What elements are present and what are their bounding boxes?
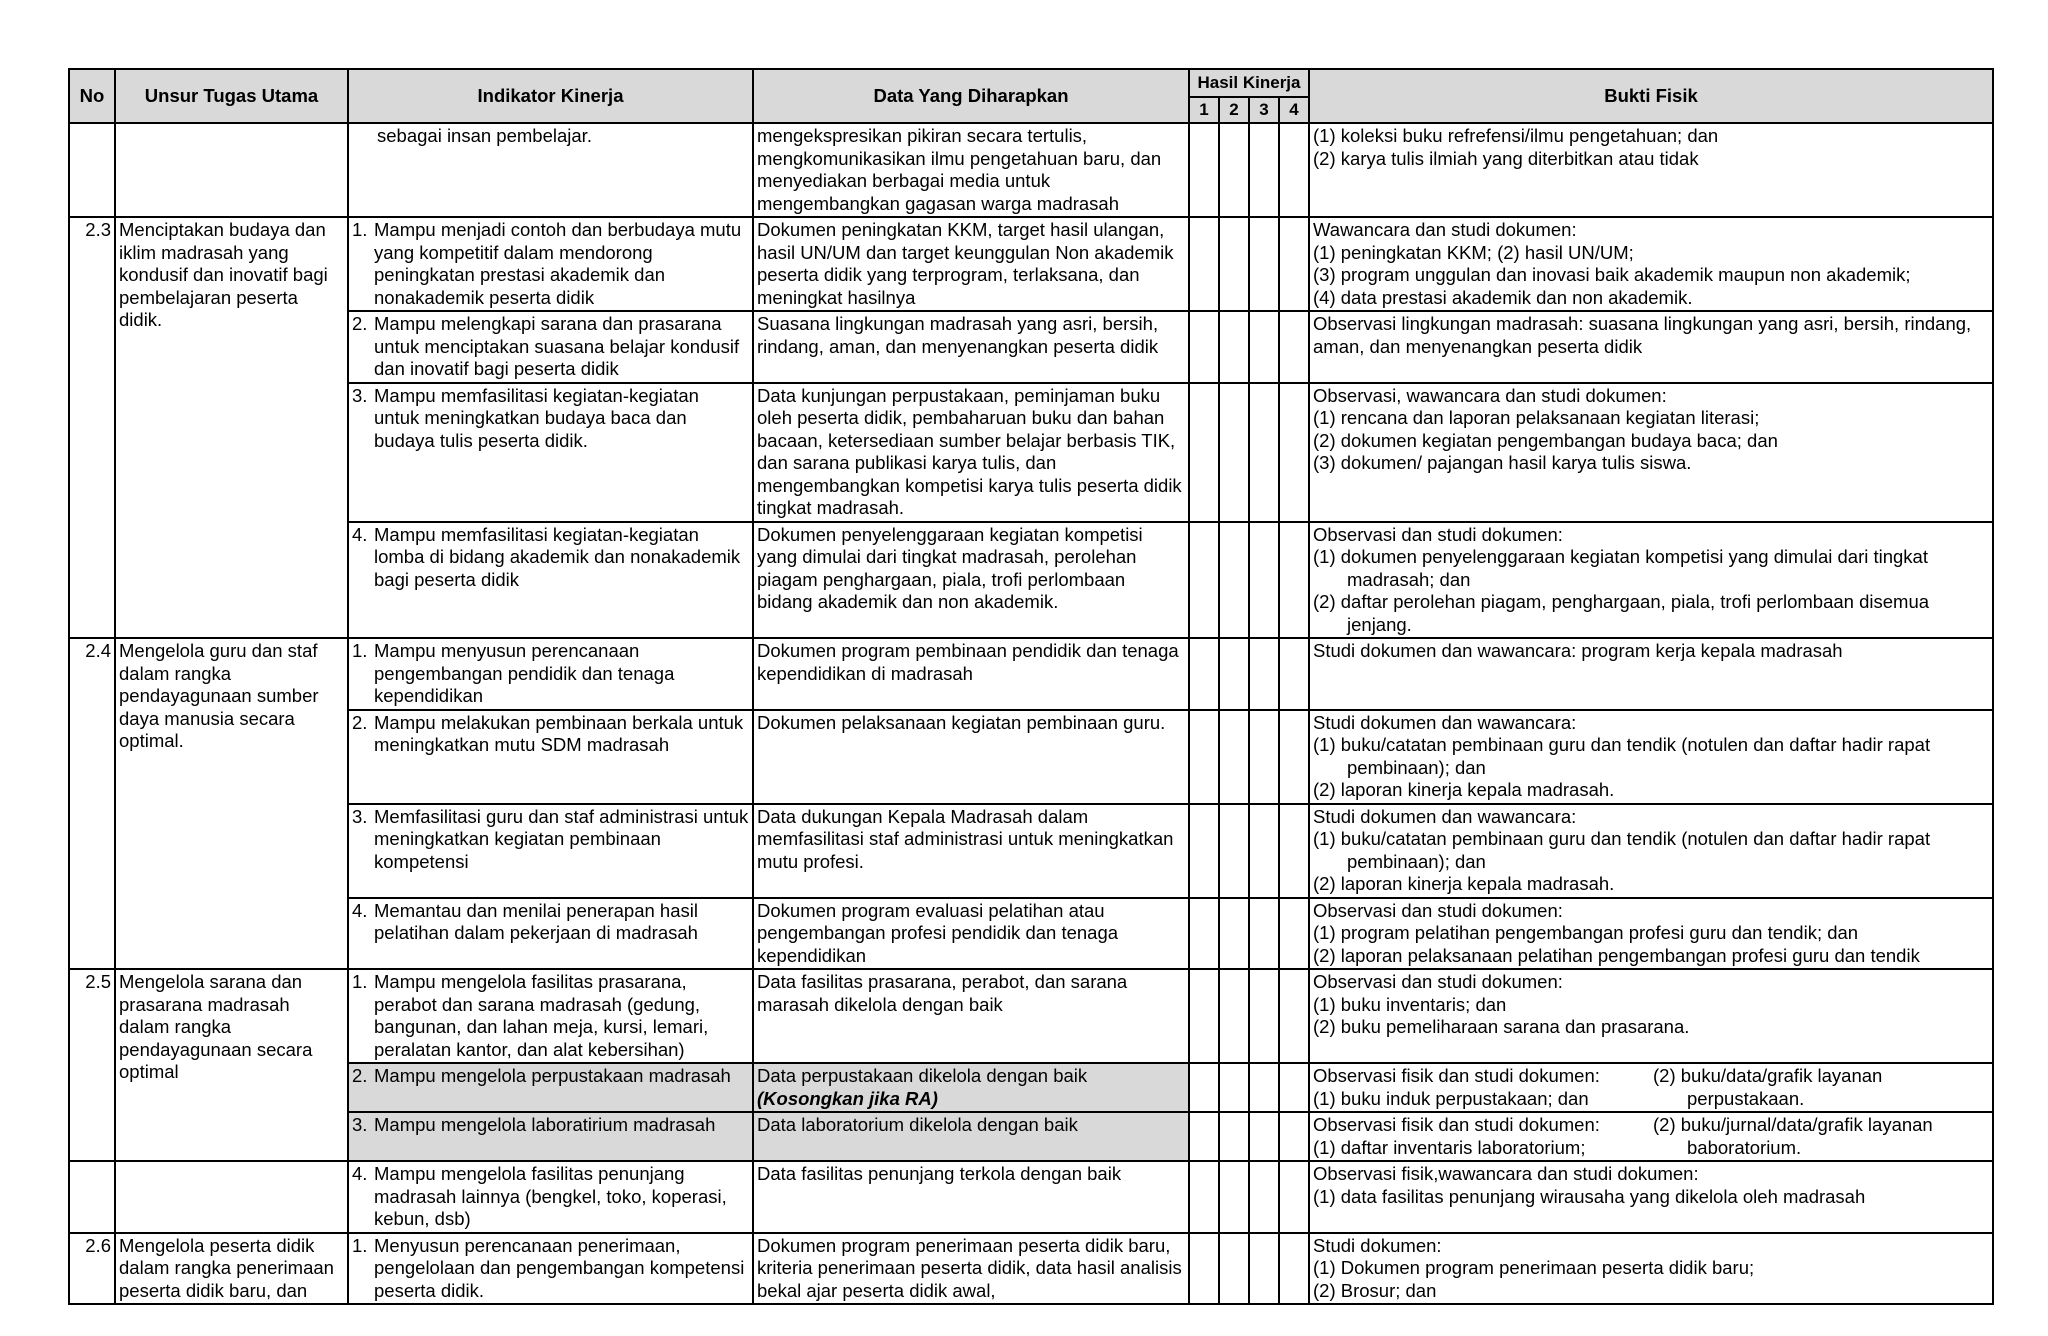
indikator-cell <box>348 522 753 639</box>
score-2-cell[interactable] <box>1219 383 1249 522</box>
bukti-line: (3) dokumen/ pajangan hasil karya tulis siswa. <box>1313 452 1692 473</box>
data-text: Data perpustakaan dikelola dengan baik <box>757 1065 1088 1086</box>
bukti-cell <box>1309 1063 1993 1112</box>
score-2-cell[interactable] <box>1219 898 1249 970</box>
score-1-cell[interactable] <box>1189 311 1219 383</box>
score-3-cell[interactable] <box>1249 522 1279 639</box>
bukti-line: (1) buku/catatan pembinaan guru dan tendik (notulen dan daftar hadir rapat pembinaan); dan <box>1313 734 1931 778</box>
bukti-cell <box>1309 1112 1993 1161</box>
bukti-cell <box>1309 1161 1993 1233</box>
score-3-cell[interactable] <box>1249 898 1279 970</box>
bukti-line: (1) buku induk perpustakaan; dan <box>1313 1087 1589 1109</box>
header-bukti-fisik: Bukti Fisik <box>1309 69 1993 123</box>
bukti-cell <box>1309 898 1993 970</box>
indikator-text: Mampu memfasilitasi kegiatan-kegiatan lomba di bidang akademik dan nonakademik bagi peserta didik <box>374 523 741 590</box>
table-row <box>69 217 1993 311</box>
score-1-cell[interactable] <box>1189 1161 1219 1233</box>
bukti-line: Observasi, wawancara dan studi dokumen: <box>1313 384 1667 406</box>
score-1-cell[interactable] <box>1189 898 1219 970</box>
score-1-cell[interactable] <box>1189 1112 1219 1161</box>
item-number: 2. <box>352 711 368 733</box>
table-row <box>69 383 1993 522</box>
data-note: (Kosongkan jika RA) <box>757 1087 938 1109</box>
indikator-cell <box>348 804 753 898</box>
score-3-cell[interactable] <box>1249 123 1279 217</box>
bukti-cell <box>1309 710 1993 804</box>
bukti-cell <box>1309 1233 1993 1305</box>
score-2-cell[interactable] <box>1219 638 1249 710</box>
bukti-cell <box>1309 522 1993 639</box>
score-3-cell[interactable] <box>1249 1161 1279 1233</box>
data-cell: mengekspresikan pikiran secara tertulis, mengkomunikasikan ilmu pengetahuan baru, dan menyediakan berbagai media untuk mengembangkan gagasan warga madrasah <box>753 123 1189 217</box>
score-1-cell[interactable] <box>1189 522 1219 639</box>
bukti-cell <box>1309 969 1993 1063</box>
bukti-cell <box>1309 217 1993 311</box>
bukti-line: Studi dokumen: <box>1313 1234 1442 1256</box>
score-2-cell[interactable] <box>1219 1112 1249 1161</box>
indikator-cell <box>348 1233 753 1305</box>
item-number: 3. <box>352 1114 368 1135</box>
indikator-text: Memantau dan menilai penerapan hasil pelatihan dalam pekerjaan di madrasah <box>374 899 698 943</box>
data-cell: Suasana lingkungan madrasah yang asri, bersih, rindang, aman, dan menyenangkan peserta didik <box>753 311 1189 383</box>
bukti-cell <box>1309 638 1993 710</box>
unsur-cell <box>115 1161 348 1233</box>
indikator-cell <box>348 638 753 710</box>
unsur-cell <box>115 123 348 217</box>
table-row <box>69 1161 1993 1233</box>
score-2-cell[interactable] <box>1219 710 1249 804</box>
bukti-line: Observasi dan studi dokumen: <box>1313 523 1563 545</box>
bukti-line: Studi dokumen dan wawancara: <box>1313 805 1577 827</box>
score-2-cell[interactable] <box>1219 123 1249 217</box>
header-score-4: 4 <box>1279 97 1309 123</box>
item-number: 1. <box>352 971 368 992</box>
data-cell: Dokumen peningkatan KKM, target hasil ulangan, hasil UN/UM dan target keunggulan Non akademik peserta didik yang terprogram, terlaksana, dan meningkat hasilnya <box>753 217 1189 311</box>
section-number: 2.3 <box>69 217 115 638</box>
bukti-line: (1) data fasilitas penunjang wirausaha yang dikelola oleh madrasah <box>1313 1185 1866 1207</box>
table-row <box>69 123 1993 217</box>
bukti-line: (2) laporan pelaksanaan pelatihan pengembangan profesi guru dan tendik <box>1313 944 1920 966</box>
header-data-yang-diharapkan: Data Yang Diharapkan <box>753 69 1189 123</box>
score-2-cell[interactable] <box>1219 1233 1249 1305</box>
data-cell <box>753 1063 1189 1112</box>
bukti-line: (1) buku/catatan pembinaan guru dan tendik (notulen dan daftar hadir rapat pembinaan); dan <box>1313 828 1931 872</box>
indikator-text: Mampu mengelola perpustakaan madrasah <box>374 1065 731 1086</box>
bukti-line: (4) data prestasi akademik dan non akademik. <box>1313 286 1693 308</box>
score-1-cell[interactable] <box>1189 638 1219 710</box>
indikator-cell <box>348 1112 753 1161</box>
item-number: 1. <box>352 640 368 661</box>
score-3-cell[interactable] <box>1249 710 1279 804</box>
bukti-line: Observasi dan studi dokumen: <box>1313 971 1563 992</box>
table-row <box>69 522 1993 639</box>
bukti-cell <box>1309 383 1993 522</box>
indikator-cell <box>348 710 753 804</box>
score-4-cell[interactable] <box>1279 710 1309 804</box>
section-number: 2.4 <box>69 638 115 969</box>
table-row <box>69 898 1993 970</box>
header-no: No <box>69 69 115 123</box>
score-3-cell[interactable] <box>1249 969 1279 1063</box>
score-1-cell[interactable] <box>1189 710 1219 804</box>
data-cell: Dokumen program evaluasi pelatihan atau pengembangan profesi pendidik dan tenaga kependidikan <box>753 898 1189 970</box>
bukti-line: (2) buku pemeliharaan sarana dan prasarana. <box>1313 1016 1690 1037</box>
indikator-text: Mampu mengelola fasilitas prasarana, perabot dan sarana madrasah (gedung, bangunan, dan lahan meja, kursi, lemari, peralatan kantor, dan alat kebersihan) <box>374 971 709 1060</box>
score-1-cell[interactable] <box>1189 1063 1219 1112</box>
data-cell: Data dukungan Kepala Madrasah dalam memfasilitasi staf administrasi untuk meningkatkan mutu profesi. <box>753 804 1189 898</box>
no-cell <box>69 123 115 217</box>
indikator-text: Mampu mengelola laboratirium madrasah <box>374 1114 716 1135</box>
score-4-cell[interactable] <box>1279 383 1309 522</box>
bukti-line: Observasi dan studi dokumen: <box>1313 899 1563 921</box>
bukti-line: (1) Dokumen program penerimaan peserta didik baru; <box>1313 1257 1755 1278</box>
score-4-cell[interactable] <box>1279 638 1309 710</box>
score-1-cell[interactable] <box>1189 1233 1219 1305</box>
score-4-cell[interactable] <box>1279 123 1309 217</box>
indikator-cell <box>348 383 753 522</box>
table-row <box>69 638 1993 710</box>
score-2-cell[interactable] <box>1219 522 1249 639</box>
bukti-cell <box>1309 804 1993 898</box>
indikator-text: Mampu memfasilitasi kegiatan-kegiatan untuk meningkatkan budaya baca dan budaya tulis peserta didik. <box>374 384 699 451</box>
score-4-cell[interactable] <box>1279 217 1309 311</box>
score-1-cell[interactable] <box>1189 804 1219 898</box>
section-number: 2.6 <box>69 1233 115 1305</box>
score-3-cell[interactable] <box>1249 311 1279 383</box>
bukti-line: (1) buku inventaris; dan <box>1313 993 1507 1015</box>
data-cell: Data laboratorium dikelola dengan baik <box>753 1112 1189 1161</box>
bukti-line: (2) laporan kinerja kepala madrasah. <box>1313 873 1615 894</box>
bukti-line: Observasi fisik dan studi dokumen: <box>1313 1114 1600 1135</box>
indikator-text: Mampu menyusun perencanaan pengembangan pendidik dan tenaga kependidikan <box>374 640 675 706</box>
score-4-cell[interactable] <box>1279 522 1309 639</box>
bukti-line: Studi dokumen dan wawancara: <box>1313 711 1577 733</box>
bukti-line: (2) buku/data/grafik layanan perpustakaan. <box>1653 1065 1883 1109</box>
data-cell: Data fasilitas penunjang terkola dengan baik <box>753 1161 1189 1233</box>
score-4-cell[interactable] <box>1279 1112 1309 1161</box>
table-row <box>69 1063 1993 1112</box>
score-1-cell[interactable] <box>1189 123 1219 217</box>
data-cell: Dokumen pelaksanaan kegiatan pembinaan guru. <box>753 710 1189 804</box>
indikator-cell <box>348 123 753 217</box>
bukti-line: (2) buku/jurnal/data/grafik layanan baboratorium. <box>1653 1114 1933 1158</box>
score-3-cell[interactable] <box>1249 804 1279 898</box>
score-4-cell[interactable] <box>1279 898 1309 970</box>
indikator-text: Mampu melakukan pembinaan berkala untuk meningkatkan mutu SDM madrasah <box>374 711 744 755</box>
item-number: 4. <box>352 899 368 921</box>
bukti-line: (3) program unggulan dan inovasi baik akademik maupun non akademik; <box>1313 264 1911 285</box>
indikator-cell <box>348 217 753 311</box>
table-row <box>69 1233 1993 1305</box>
score-3-cell[interactable] <box>1249 383 1279 522</box>
score-4-cell[interactable] <box>1279 969 1309 1063</box>
table-row <box>69 710 1993 804</box>
score-2-cell[interactable] <box>1219 969 1249 1063</box>
score-2-cell[interactable] <box>1219 311 1249 383</box>
item-number: 3. <box>352 805 368 827</box>
bukti-line: (2) dokumen kegiatan pengembangan budaya baca; dan <box>1313 429 1778 451</box>
data-cell: Dokumen program penerimaan peserta didik baru, kriteria penerimaan peserta didik, data hasil analisis bekal ajar peserta didik awal, <box>753 1233 1189 1305</box>
score-3-cell[interactable] <box>1249 1063 1279 1112</box>
data-cell: Data kunjungan perpustakaan, peminjaman buku oleh peserta didik, pembaharuan buku dan bahan bacaan, ketersediaan sumber belajar berbasis TIK, dan sarana publikasi karya tulis, dan mengembangkan kompetisi karya tulis peserta didik tingkat madrasah. <box>753 383 1189 522</box>
score-2-cell[interactable] <box>1219 1063 1249 1112</box>
section-unsur: Mengelola guru dan staf dalam rangka pendayagunaan sumber daya manusia secara optimal. <box>115 638 348 969</box>
indikator-cell <box>348 1063 753 1112</box>
header-unsur-tugas-utama: Unsur Tugas Utama <box>115 69 348 123</box>
bukti-line: (1) koleksi buku refrefensi/ilmu pengetahuan; dan <box>1313 125 1719 146</box>
item-number: 4. <box>352 1163 368 1184</box>
score-3-cell[interactable] <box>1249 217 1279 311</box>
data-cell: Data fasilitas prasarana, perabot, dan sarana marasah dikelola dengan baik <box>753 969 1189 1063</box>
bukti-line: Observasi fisik,wawancara dan studi dokumen: <box>1313 1163 1699 1184</box>
bukti-line: (2) daftar perolehan piagam, penghargaan, piala, trofi perlombaan disemua jenjang. <box>1313 591 1930 635</box>
indikator-text: sebagai insan pembelajar. <box>377 125 592 146</box>
indikator-cell <box>348 311 753 383</box>
bukti-line: Observasi lingkungan madrasah: suasana lingkungan yang asri, bersih, rindang, aman, dan menyenangkan peserta didik <box>1313 313 1972 357</box>
indikator-cell <box>348 898 753 970</box>
bukti-line: (2) Brosur; dan <box>1313 1279 1437 1301</box>
bukti-line: (1) daftar inventaris laboratorium; <box>1313 1136 1586 1158</box>
section-unsur: Menciptakan budaya dan iklim madrasah yang kondusif dan inovatif bagi pembelajaran peserta didik. <box>115 217 348 638</box>
table-row <box>69 804 1993 898</box>
score-3-cell[interactable] <box>1249 1233 1279 1305</box>
bukti-line: Observasi fisik dan studi dokumen: <box>1313 1065 1600 1086</box>
item-number: 2. <box>352 313 368 334</box>
item-number: 3. <box>352 384 368 406</box>
indikator-cell <box>348 1161 753 1233</box>
bukti-cell <box>1309 311 1993 383</box>
score-2-cell[interactable] <box>1219 804 1249 898</box>
indikator-text: Mampu melengkapi sarana dan prasarana untuk menciptakan suasana belajar kondusif dan inovatif bagi peserta didik <box>374 313 740 379</box>
assessment-table <box>68 68 1994 1305</box>
bukti-line: (1) peningkatan KKM; (2) hasil UN/UM; <box>1313 241 1634 263</box>
no-cell <box>69 1161 115 1233</box>
table-row <box>69 1112 1993 1161</box>
bukti-line: (1) rencana dan laporan pelaksanaan kegiatan literasi; <box>1313 407 1760 428</box>
bukti-line: (1) program pelatihan pengembangan profesi guru dan tendik; dan <box>1313 922 1859 943</box>
score-4-cell[interactable] <box>1279 1063 1309 1112</box>
score-4-cell[interactable] <box>1279 1161 1309 1233</box>
data-cell: Dokumen penyelenggaraan kegiatan kompetisi yang dimulai dari tingkat madrasah, perolehan piagam penghargaan, piala, trofi perlombaan bidang akademik dan non akademik. <box>753 522 1189 639</box>
score-1-cell[interactable] <box>1189 383 1219 522</box>
item-number: 1. <box>352 219 368 240</box>
table-row <box>69 311 1993 383</box>
indikator-text: Memfasilitasi guru dan staf administrasi untuk meningkatkan kegiatan pembinaan kompetensi <box>374 805 749 872</box>
item-number: 4. <box>352 523 368 545</box>
indikator-text: Mampu menjadi contoh dan berbudaya mutu yang kompetitif dalam mendorong peningkatan prestasi akademik dan nonakademik peserta didik <box>374 219 742 308</box>
indikator-text: Mampu mengelola fasilitas penunjang madrasah lainnya (bengkel, toko, koperasi, kebun, dsb) <box>374 1163 727 1229</box>
data-cell: Dokumen program pembinaan pendidik dan tenaga kependidikan di madrasah <box>753 638 1189 710</box>
indikator-cell <box>348 969 753 1063</box>
bukti-line: (2) karya tulis ilmiah yang diterbitkan atau tidak <box>1313 147 1699 169</box>
score-2-cell[interactable] <box>1219 1161 1249 1233</box>
bukti-cell <box>1309 123 1993 217</box>
section-number: 2.5 <box>69 969 115 1161</box>
score-2-cell[interactable] <box>1219 217 1249 311</box>
score-1-cell[interactable] <box>1189 969 1219 1063</box>
bukti-line: (2) laporan kinerja kepala madrasah. <box>1313 779 1615 800</box>
item-number: 2. <box>352 1065 368 1086</box>
header-score-1: 1 <box>1189 97 1219 123</box>
score-4-cell[interactable] <box>1279 804 1309 898</box>
header-hasil-kinerja: Hasil Kinerja <box>1189 69 1309 97</box>
bukti-line: Wawancara dan studi dokumen: <box>1313 219 1577 240</box>
section-unsur: Mengelola peserta didik dalam rangka penerimaan peserta didik baru, dan <box>115 1233 348 1305</box>
section-unsur: Mengelola sarana dan prasarana madrasah dalam rangka pendayagunaan secara optimal <box>115 969 348 1161</box>
bukti-line: (1) dokumen penyelenggaraan kegiatan kompetisi yang dimulai dari tingkat madrasah; dan <box>1313 546 1928 590</box>
score-3-cell[interactable] <box>1249 638 1279 710</box>
score-1-cell[interactable] <box>1189 217 1219 311</box>
score-4-cell[interactable] <box>1279 1233 1309 1305</box>
header-score-3: 3 <box>1249 97 1279 123</box>
header-indikator-kinerja: Indikator Kinerja <box>348 69 753 123</box>
score-3-cell[interactable] <box>1249 1112 1279 1161</box>
item-number: 1. <box>352 1234 368 1256</box>
indikator-text: Menyusun perencanaan penerimaan, pengelolaan dan pengembangan kompetensi peserta didik. <box>374 1234 745 1301</box>
bukti-line: Studi dokumen dan wawancara: program kerja kepala madrasah <box>1313 640 1843 661</box>
document-page <box>68 68 1992 1305</box>
table-row <box>69 969 1993 1063</box>
score-4-cell[interactable] <box>1279 311 1309 383</box>
header-score-2: 2 <box>1219 97 1249 123</box>
